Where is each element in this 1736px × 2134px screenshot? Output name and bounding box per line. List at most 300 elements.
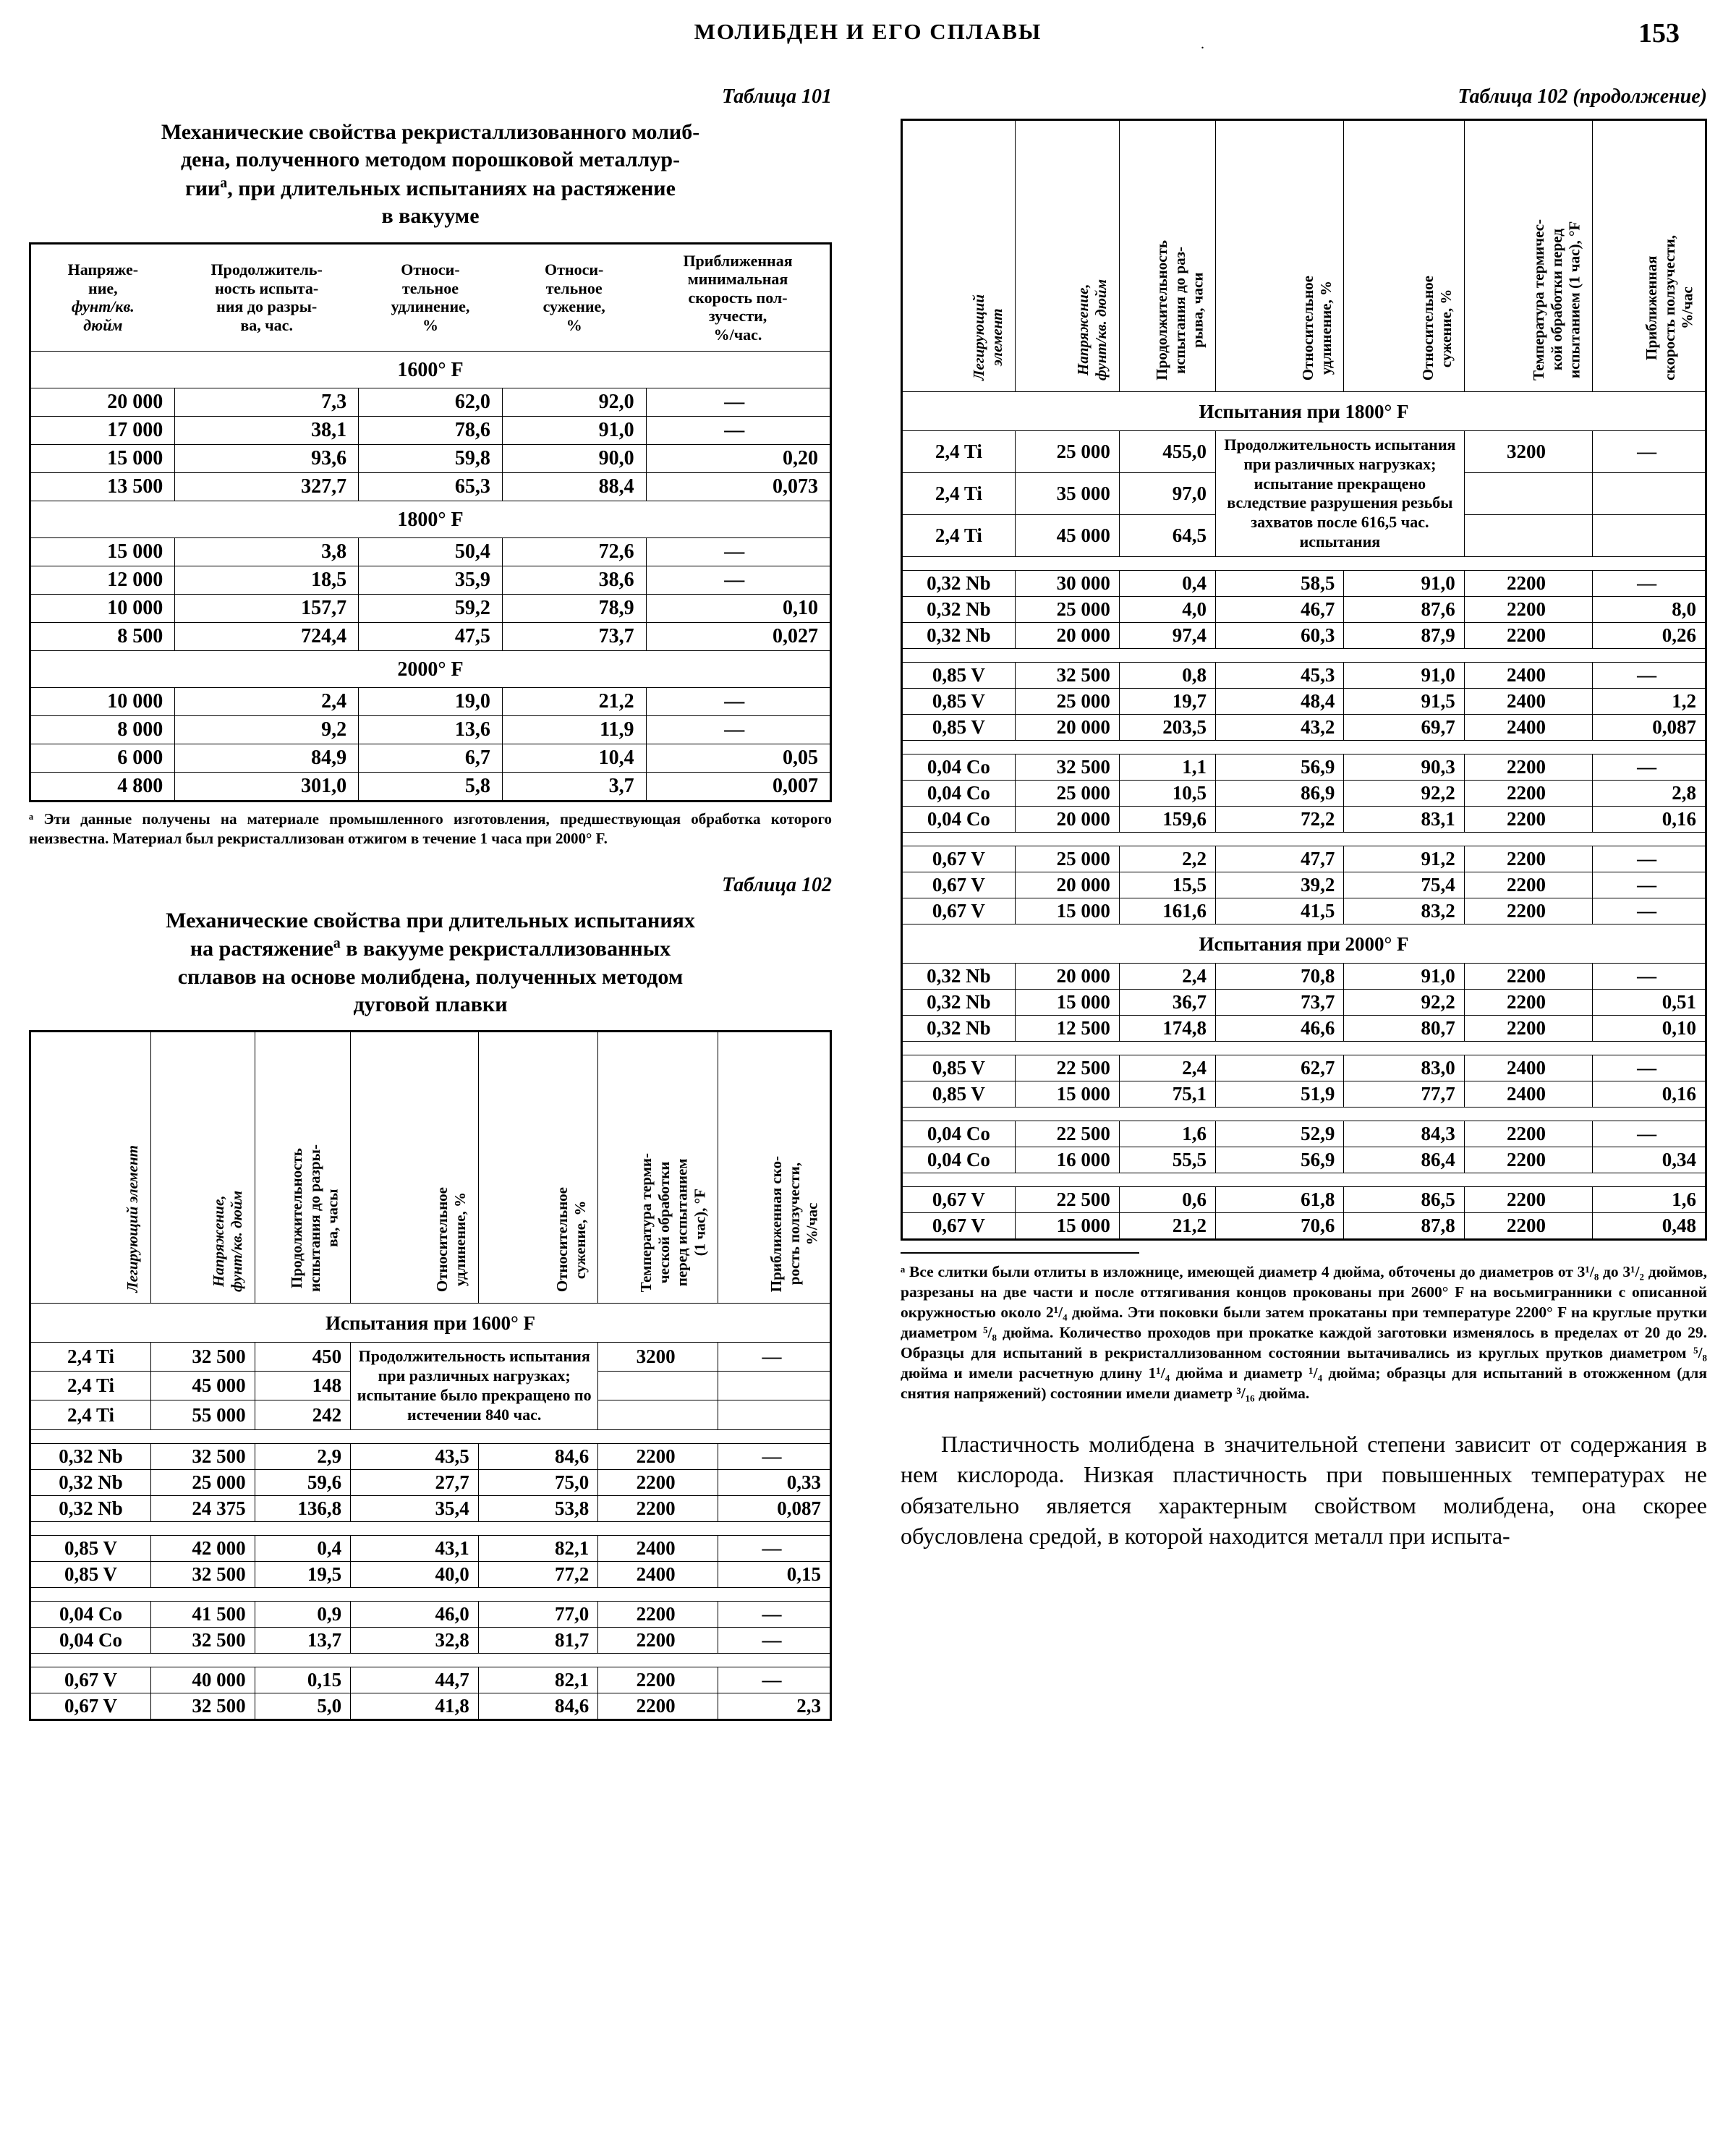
- table-101-footnote: ᵃ Эти данные получены на материале промышленного изготовления, предшествующая обработка которого неизвестна. Материал был рекристаллизован отжигом в течение 1 часа при 2000° F.: [29, 810, 832, 848]
- cell-creep: 0,48: [1593, 1212, 1705, 1238]
- cell-elongation: 41,5: [1215, 898, 1343, 924]
- section-label: Испытания при 1800° F: [903, 392, 1705, 431]
- cell-temp: 2200: [598, 1443, 718, 1469]
- cell-creep: 0,087: [718, 1495, 830, 1521]
- cell-duration: 18,5: [175, 566, 359, 595]
- cell-alloy: 0,85 V: [31, 1535, 151, 1561]
- cell-reduction: 92,0: [502, 388, 646, 417]
- table-row: [31, 1535, 830, 1561]
- cell-elongation: 86,9: [1215, 780, 1343, 806]
- cell-duration: 0,4: [1119, 570, 1215, 596]
- cell-reduction: 75,0: [478, 1469, 598, 1495]
- table-row: [31, 1561, 830, 1587]
- cell-stress: 15 000: [31, 538, 175, 566]
- cell-stress: 25 000: [1015, 688, 1119, 714]
- col-head-heat-treat-temp: Температура термичес- кой обработки перед испытанием (1 час), °F: [1464, 121, 1592, 392]
- title-line-3a: гии: [185, 176, 221, 200]
- cell-elongation: 45,3: [1215, 662, 1343, 688]
- cell-elongation: 32,8: [351, 1627, 479, 1653]
- cell-reduction: 78,9: [502, 595, 646, 623]
- cell-creep: —: [718, 1627, 830, 1653]
- cell-duration: 19,7: [1119, 688, 1215, 714]
- cell-creep: 0,027: [646, 623, 830, 651]
- cell-creep: —: [1593, 898, 1705, 924]
- cell-temp: 2200: [1464, 846, 1592, 872]
- table-row: [903, 898, 1705, 924]
- cell-elongation: 50,4: [359, 538, 503, 566]
- col-head-elongation: Относи- тельное удлинение, %: [391, 260, 470, 334]
- table-101-caption: Таблица 101: [722, 85, 832, 108]
- cell-alloy: 2,4 Ti: [31, 1372, 151, 1400]
- cell-reduction: 10,4: [502, 744, 646, 773]
- row-spacer: [903, 832, 1705, 846]
- table-102-title: Механические свойства при длительных испытаниях на растяжение$^a$ в вакууме рекристаллизованных сплавов на основе молибдена, полученных методом дуговой плавки: [166, 908, 695, 1016]
- cell-elongation: 41,8: [351, 1693, 479, 1719]
- cell-reduction: 90,3: [1344, 754, 1464, 780]
- table-row: [31, 417, 830, 445]
- table-row: [31, 1627, 830, 1653]
- cell-elongation: 56,9: [1215, 754, 1343, 780]
- body-paragraph: Пластичность молибдена в значительной степени зависит от содержания в нем кислорода. Низкая пластичность при повышенных температурах не обязательно является характерным свойством молибдена, она скорее обусловлена средой, в которой находится металл при испыта-: [901, 1430, 1707, 1550]
- cell-temp: 3200: [598, 1343, 718, 1372]
- table-row: [31, 595, 830, 623]
- cell-elongation: 72,2: [1215, 806, 1343, 832]
- cell-elongation: 6,7: [359, 744, 503, 773]
- cell-temp: 2200: [1464, 754, 1592, 780]
- cell-alloy: 0,67 V: [903, 1212, 1015, 1238]
- cell-duration: 174,8: [1119, 1015, 1215, 1041]
- cell-creep: 0,16: [1593, 806, 1705, 832]
- cell-temp: [598, 1400, 718, 1429]
- cell-alloy: 0,32 Nb: [31, 1469, 151, 1495]
- cell-reduction: 91,2: [1344, 846, 1464, 872]
- table-row: [31, 1495, 830, 1521]
- cell-duration: 93,6: [175, 445, 359, 473]
- cell-temp: 2200: [598, 1667, 718, 1693]
- cell-creep: —: [646, 716, 830, 744]
- section-label: 1800° F: [31, 501, 830, 538]
- cell-creep: 8,0: [1593, 596, 1705, 622]
- cell-duration: 0,4: [255, 1535, 350, 1561]
- section-label: Испытания при 1600° F: [31, 1304, 830, 1343]
- table-row: [903, 662, 1705, 688]
- col-head-heat-treat-temp: Температура терми- ческой обработки перед испытанием (1 час), °F: [598, 1032, 718, 1304]
- table-row: [31, 1443, 830, 1469]
- cell-alloy: 0,85 V: [903, 1081, 1015, 1107]
- cell-stress: 8 500: [31, 623, 175, 651]
- cell-duration: 136,8: [255, 1495, 350, 1521]
- table-102-footnote: ᵃ Все слитки были отлиты в изложнице, имеющей диаметр 4 дюйма, обточены до диаметров от 3¹/₈ до 3¹/₂ дюймов, разрезаны на две части и после оттягивания концов прокованы при 2600° F на восьмигранники с описанной окружностью около 2¹/₄ дюйма. Эти поковки были затем прокатаны при температуре 2200° F на круглые прутки диаметром ⁵/₈ дюйма. Количество проходов при прокатке каждой заготовки изменялось в пределах от 20 до 29. Образцы для испытаний в рекристаллизованном состоянии вытачивались из круглых прутков диаметром ⁵/₈ дюйма и имели расчетную длину 1¹/₄ дюйма и диаметр ¹/₄ дюйма; образцы для испытаний в отожженном (для снятия напряжений) состоянии имели диаметр ³/₁₆ дюйма.: [901, 1262, 1707, 1402]
- cell-reduction: 21,2: [502, 688, 646, 716]
- cell-duration: 242: [255, 1400, 350, 1429]
- cell-temp: 2200: [1464, 780, 1592, 806]
- cell-reduction: 91,5: [1344, 688, 1464, 714]
- cell-stress: 42 000: [151, 1535, 255, 1561]
- running-header: [0, 19, 1736, 45]
- cell-alloy: 0,04 Co: [903, 806, 1015, 832]
- cell-stress: 20 000: [1015, 872, 1119, 898]
- title-line-1: Механические свойства рекристаллизованного молиб-: [161, 120, 700, 144]
- cell-temp: 2200: [1464, 570, 1592, 596]
- cell-elongation: 58,5: [1215, 570, 1343, 596]
- cell-stress: 15 000: [1015, 1212, 1119, 1238]
- t102-title-line-4: дуговой плавки: [353, 992, 508, 1016]
- cell-stress: 22 500: [1015, 1186, 1119, 1212]
- table-101: [29, 242, 832, 803]
- cell-elongation: 43,2: [1215, 714, 1343, 740]
- cell-elongation: 59,2: [359, 595, 503, 623]
- cell-duration: 3,8: [175, 538, 359, 566]
- col-head-stress: Напряже- ние, фунт/кв. дюйм: [67, 260, 139, 334]
- cell-creep: 0,51: [1593, 989, 1705, 1015]
- cell-creep: 1,2: [1593, 688, 1705, 714]
- cell-temp: 2400: [1464, 1055, 1592, 1081]
- cell-alloy: 2,4 Ti: [31, 1400, 151, 1429]
- cell-alloy: 0,67 V: [903, 846, 1015, 872]
- cell-elongation: 51,9: [1215, 1081, 1343, 1107]
- col-head-duration: Продолжитель- ность испыта- ния до разры- ва, час.: [210, 260, 323, 334]
- cell-alloy: 0,67 V: [31, 1693, 151, 1719]
- cell-creep: 0,007: [646, 773, 830, 801]
- cell-creep: 0,10: [1593, 1015, 1705, 1041]
- cell-temp: 2200: [1464, 1212, 1592, 1238]
- table-row: [903, 1055, 1705, 1081]
- cell-creep: 0,15: [718, 1561, 830, 1587]
- cell-elongation: 35,9: [359, 566, 503, 595]
- cell-temp: 2200: [598, 1627, 718, 1653]
- cell-duration: 2,2: [1119, 846, 1215, 872]
- cell-creep: —: [646, 388, 830, 417]
- section-header-1800: [31, 501, 830, 538]
- cell-alloy: 2,4 Ti: [903, 431, 1015, 473]
- cell-elongation: 62,0: [359, 388, 503, 417]
- cell-alloy: 0,67 V: [31, 1667, 151, 1693]
- cell-stress: 32 500: [1015, 662, 1119, 688]
- cell-temp: [1464, 514, 1592, 556]
- table-row: [903, 688, 1705, 714]
- cell-duration: 301,0: [175, 773, 359, 801]
- cell-duration: 0,15: [255, 1667, 350, 1693]
- col-head-reduction: Относи- тельное сужение, %: [542, 260, 605, 334]
- row-spacer: [903, 556, 1705, 570]
- cell-temp: 2200: [598, 1495, 718, 1521]
- section-header-2000: [903, 924, 1705, 963]
- t102-title-line-2a: на растяжение: [190, 937, 333, 961]
- cell-duration: 19,5: [255, 1561, 350, 1587]
- cell-stress: 22 500: [1015, 1055, 1119, 1081]
- cell-duration: 157,7: [175, 595, 359, 623]
- cell-elongation: 47,7: [1215, 846, 1343, 872]
- cell-duration: 13,7: [255, 1627, 350, 1653]
- cell-reduction: 83,2: [1344, 898, 1464, 924]
- cell-elongation: 27,7: [351, 1469, 479, 1495]
- cell-note: Продолжительность испытания при различных нагрузках; испытание прекращено вследствие разрушения резьбы захватов после 616,5 час. испытания: [1215, 431, 1464, 557]
- cell-temp: 2400: [598, 1535, 718, 1561]
- cell-duration: 84,9: [175, 744, 359, 773]
- cell-creep: —: [718, 1535, 830, 1561]
- table-row: [31, 538, 830, 566]
- table-row-header: [31, 245, 830, 352]
- cell-stress: 10 000: [31, 688, 175, 716]
- table-row: [31, 566, 830, 595]
- row-spacer: [903, 740, 1705, 754]
- cell-stress: 20 000: [1015, 622, 1119, 648]
- cell-elongation: 46,7: [1215, 596, 1343, 622]
- cell-elongation: 46,6: [1215, 1015, 1343, 1041]
- cell-stress: 12 500: [1015, 1015, 1119, 1041]
- cell-alloy: 0,67 V: [903, 1186, 1015, 1212]
- cell-reduction: 92,2: [1344, 989, 1464, 1015]
- cell-reduction: 11,9: [502, 716, 646, 744]
- cell-reduction: 91,0: [502, 417, 646, 445]
- cell-stress: 17 000: [31, 417, 175, 445]
- cell-stress: 25 000: [1015, 431, 1119, 473]
- table-row: [31, 623, 830, 651]
- cell-temp: 2200: [1464, 872, 1592, 898]
- cell-note: Продолжительность испытания при различных нагрузках; испытание было прекращено по истечении 840 час.: [351, 1343, 598, 1429]
- cell-reduction: 86,5: [1344, 1186, 1464, 1212]
- cell-reduction: 77,0: [478, 1601, 598, 1627]
- cell-duration: 148: [255, 1372, 350, 1400]
- cell-creep: [718, 1372, 830, 1400]
- cell-creep: —: [1593, 662, 1705, 688]
- table-row: [903, 622, 1705, 648]
- cell-stress: 32 500: [1015, 754, 1119, 780]
- cell-temp: 3200: [1464, 431, 1592, 473]
- cell-duration: 59,6: [255, 1469, 350, 1495]
- cell-elongation: 19,0: [359, 688, 503, 716]
- cell-alloy: 0,85 V: [903, 1055, 1015, 1081]
- cell-duration: 2,9: [255, 1443, 350, 1469]
- table-row: [903, 1081, 1705, 1107]
- cell-duration: 0,8: [1119, 662, 1215, 688]
- cell-duration: 55,5: [1119, 1147, 1215, 1173]
- cell-stress: 24 375: [151, 1495, 255, 1521]
- cell-reduction: 82,1: [478, 1535, 598, 1561]
- t102-title-line-3: сплавов на основе молибдена, полученных методом: [177, 964, 684, 989]
- table-row: [31, 773, 830, 801]
- table-row: [903, 714, 1705, 740]
- row-spacer: [903, 1173, 1705, 1186]
- cell-creep: 0,10: [646, 595, 830, 623]
- cell-alloy: 0,32 Nb: [903, 989, 1015, 1015]
- left-column: [29, 85, 832, 1721]
- cell-elongation: 46,0: [351, 1601, 479, 1627]
- cell-stress: 20 000: [31, 388, 175, 417]
- cell-reduction: 90,0: [502, 445, 646, 473]
- cell-elongation: 44,7: [351, 1667, 479, 1693]
- cell-stress: 10 000: [31, 595, 175, 623]
- col-head-alloying-element: Легирующий элемент: [903, 121, 1015, 392]
- table-102-right: [901, 119, 1707, 1241]
- cell-reduction: 38,6: [502, 566, 646, 595]
- cell-duration: 0,6: [1119, 1186, 1215, 1212]
- cell-duration: 36,7: [1119, 989, 1215, 1015]
- cell-reduction: 92,2: [1344, 780, 1464, 806]
- cell-reduction: 83,0: [1344, 1055, 1464, 1081]
- cell-creep: 0,16: [1593, 1081, 1705, 1107]
- cell-alloy: 0,32 Nb: [31, 1443, 151, 1469]
- table-row: [903, 1015, 1705, 1041]
- cell-temp: 2200: [598, 1601, 718, 1627]
- col-head-stress: Напряжение, фунт/кв. дюйм: [151, 1032, 255, 1304]
- cell-elongation: 5,8: [359, 773, 503, 801]
- cell-creep: 1,6: [1593, 1186, 1705, 1212]
- cell-creep: —: [646, 566, 830, 595]
- cell-creep: —: [1593, 570, 1705, 596]
- row-spacer: [903, 1107, 1705, 1121]
- cell-creep: —: [1593, 872, 1705, 898]
- cell-creep: 0,073: [646, 473, 830, 501]
- cell-stress: 30 000: [1015, 570, 1119, 596]
- section-header-1600: [31, 1304, 830, 1343]
- cell-temp: 2200: [1464, 806, 1592, 832]
- cell-reduction: 91,0: [1344, 662, 1464, 688]
- cell-creep: —: [1593, 1121, 1705, 1147]
- table-row: [31, 716, 830, 744]
- title-line-2: дена, полученного методом порошковой металлур-: [180, 148, 681, 172]
- running-title: МОЛИБДЕН И ЕГО СПЛАВЫ: [694, 19, 1042, 44]
- cell-creep: —: [718, 1343, 830, 1372]
- table-row: [903, 780, 1705, 806]
- col-head-creep: Приближенная минимальная скорость пол- зучести, %/час.: [683, 251, 793, 344]
- cell-stress: 55 000: [151, 1400, 255, 1429]
- cell-reduction: 84,6: [478, 1443, 598, 1469]
- table-row: [31, 744, 830, 773]
- cell-elongation: 70,6: [1215, 1212, 1343, 1238]
- cell-elongation: 48,4: [1215, 688, 1343, 714]
- cell-stress: 45 000: [151, 1372, 255, 1400]
- table-row: [31, 445, 830, 473]
- cell-reduction: 77,2: [478, 1561, 598, 1587]
- cell-duration: 161,6: [1119, 898, 1215, 924]
- row-spacer: [903, 1041, 1705, 1055]
- cell-creep: —: [718, 1443, 830, 1469]
- section-label: 1600° F: [31, 352, 830, 388]
- cell-reduction: 91,0: [1344, 963, 1464, 989]
- cell-elongation: 70,8: [1215, 963, 1343, 989]
- table-row: [31, 473, 830, 501]
- cell-creep: —: [646, 417, 830, 445]
- table-102-cont-caption: Таблица 102 (продолжение): [1458, 85, 1707, 108]
- cell-stress: 32 500: [151, 1443, 255, 1469]
- cell-stress: 15 000: [1015, 1081, 1119, 1107]
- cell-duration: 2,4: [175, 688, 359, 716]
- row-spacer: [31, 1429, 830, 1443]
- cell-temp: 2200: [1464, 898, 1592, 924]
- cell-temp: 2400: [1464, 688, 1592, 714]
- cell-temp: 2400: [1464, 714, 1592, 740]
- table-row: [903, 1121, 1705, 1147]
- cell-duration: 15,5: [1119, 872, 1215, 898]
- row-spacer: [903, 648, 1705, 662]
- right-column: [901, 85, 1707, 1552]
- cell-duration: 455,0: [1119, 431, 1215, 473]
- cell-elongation: 39,2: [1215, 872, 1343, 898]
- cell-alloy: 0,04 Co: [31, 1627, 151, 1653]
- cell-creep: 0,34: [1593, 1147, 1705, 1173]
- cell-elongation: 73,7: [1215, 989, 1343, 1015]
- cell-stress: 20 000: [1015, 714, 1119, 740]
- cell-duration: 10,5: [1119, 780, 1215, 806]
- row-spacer: [31, 1521, 830, 1535]
- cell-reduction: 87,6: [1344, 596, 1464, 622]
- cell-alloy: 0,67 V: [903, 872, 1015, 898]
- cell-creep: 0,05: [646, 744, 830, 773]
- cell-creep: —: [718, 1601, 830, 1627]
- page-number: 153: [1638, 18, 1680, 48]
- cell-creep: 0,20: [646, 445, 830, 473]
- table-row-header: [31, 1032, 830, 1304]
- cell-temp: 2400: [1464, 1081, 1592, 1107]
- cell-reduction: 72,6: [502, 538, 646, 566]
- cell-duration: 21,2: [1119, 1212, 1215, 1238]
- cell-alloy: 0,04 Co: [903, 780, 1015, 806]
- table-101-title: Механические свойства рекристаллизованного молиб- дена, полученного методом порошковой металлур- гии$^a$, при длительных испытаниях на растяжение в вакууме: [161, 120, 700, 229]
- cell-temp: 2400: [598, 1561, 718, 1587]
- cell-duration: 450: [255, 1343, 350, 1372]
- cell-stress: 16 000: [1015, 1147, 1119, 1173]
- cell-elongation: 62,7: [1215, 1055, 1343, 1081]
- cell-duration: 1,1: [1119, 754, 1215, 780]
- cell-alloy: 0,85 V: [903, 662, 1015, 688]
- cell-alloy: 0,32 Nb: [903, 596, 1015, 622]
- cell-stress: 32 500: [151, 1693, 255, 1719]
- section-header-2000: [31, 651, 830, 688]
- cell-stress: 20 000: [1015, 963, 1119, 989]
- table-row: [903, 963, 1705, 989]
- cell-creep: —: [1593, 846, 1705, 872]
- cell-duration: 0,9: [255, 1601, 350, 1627]
- table-row: [31, 1469, 830, 1495]
- cell-reduction: 87,8: [1344, 1212, 1464, 1238]
- cell-creep: —: [1593, 754, 1705, 780]
- cell-reduction: 87,9: [1344, 622, 1464, 648]
- cell-stress: 13 500: [31, 473, 175, 501]
- cell-temp: 2400: [1464, 662, 1592, 688]
- cell-duration: 159,6: [1119, 806, 1215, 832]
- cell-duration: 75,1: [1119, 1081, 1215, 1107]
- cell-creep: —: [1593, 1055, 1705, 1081]
- cell-reduction: 81,7: [478, 1627, 598, 1653]
- cell-elongation: 65,3: [359, 473, 503, 501]
- table-row: [903, 1212, 1705, 1238]
- cell-elongation: 61,8: [1215, 1186, 1343, 1212]
- cell-duration: 9,2: [175, 716, 359, 744]
- cell-reduction: 84,3: [1344, 1121, 1464, 1147]
- cell-temp: 2200: [598, 1693, 718, 1719]
- cell-reduction: 69,7: [1344, 714, 1464, 740]
- cell-duration: 2,4: [1119, 1055, 1215, 1081]
- cell-elongation: 47,5: [359, 623, 503, 651]
- col-head-alloying-element: Легирующий элемент: [31, 1032, 151, 1304]
- cell-duration: 38,1: [175, 417, 359, 445]
- cell-alloy: 0,32 Nb: [903, 963, 1015, 989]
- cell-alloy: 0,04 Co: [903, 754, 1015, 780]
- row-spacer: [31, 1587, 830, 1601]
- cell-temp: 2200: [1464, 1186, 1592, 1212]
- cell-stress: 25 000: [1015, 780, 1119, 806]
- cell-reduction: 91,0: [1344, 570, 1464, 596]
- cell-reduction: 77,7: [1344, 1081, 1464, 1107]
- cell-alloy: 0,32 Nb: [903, 1015, 1015, 1041]
- cell-elongation: 35,4: [351, 1495, 479, 1521]
- cell-creep: —: [646, 538, 830, 566]
- table-row: [903, 872, 1705, 898]
- cell-stress: 22 500: [1015, 1121, 1119, 1147]
- cell-reduction: 88,4: [502, 473, 646, 501]
- col-head-duration: Продолжительность испытания до разры- ва, часы: [255, 1032, 350, 1304]
